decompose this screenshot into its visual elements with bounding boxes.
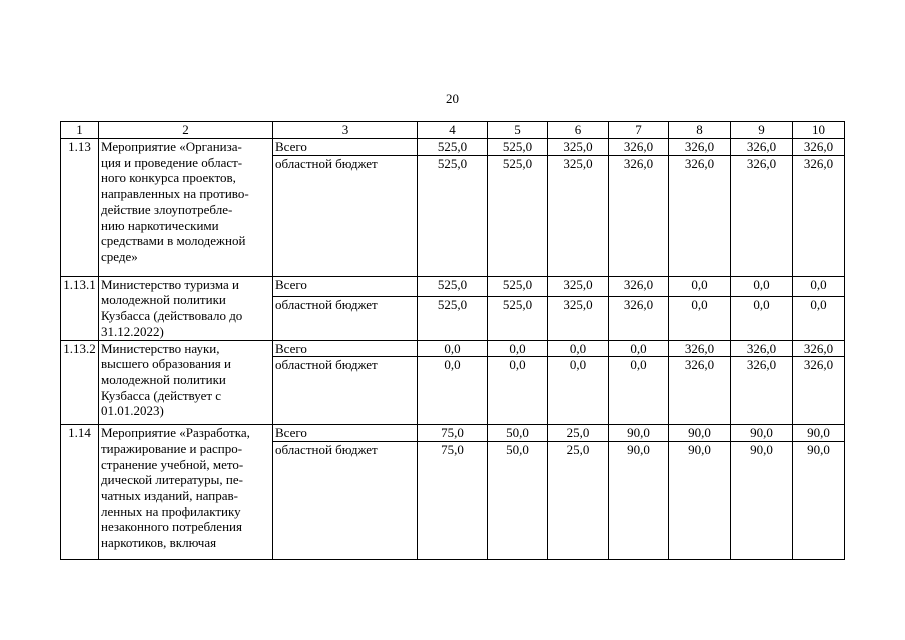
row-name <box>99 425 273 560</box>
row-name-line: Министерство науки, <box>101 340 220 356</box>
value-cell: 525,0 <box>418 276 488 296</box>
value-cell: 25,0 <box>548 425 609 442</box>
value-cell: 326,0 <box>609 139 669 156</box>
value-cell: 525,0 <box>418 139 488 156</box>
value-cell: 0,0 <box>609 357 669 425</box>
row-name-line: ция и проведение област- <box>101 154 243 170</box>
column-header: 2 <box>99 122 273 139</box>
value-cell: 25,0 <box>548 441 609 559</box>
value-cell: 90,0 <box>669 441 731 559</box>
row-name-line: наркотиков, включая <box>101 535 217 551</box>
row-name-line: действие злоупотребле- <box>101 201 233 217</box>
row-name-line: незаконного потребления <box>101 519 242 535</box>
row-name-line: ного конкурса проектов, <box>101 170 236 186</box>
value-cell: 0,0 <box>793 296 845 340</box>
row-name-line: ленных на профилактику <box>101 503 241 519</box>
value-cell: 325,0 <box>548 296 609 340</box>
value-cell: 325,0 <box>548 155 609 276</box>
row-code: 1.13.1 <box>61 276 99 340</box>
funding-label-regional: областной бюджет <box>273 357 418 425</box>
row-name <box>99 139 273 277</box>
funding-label-regional: областной бюджет <box>273 441 418 559</box>
row-name-line: дической литературы, пе- <box>101 472 243 488</box>
row-name <box>99 276 273 340</box>
value-cell: 0,0 <box>418 340 488 357</box>
value-cell: 326,0 <box>669 340 731 357</box>
value-cell: 325,0 <box>548 139 609 156</box>
value-cell: 0,0 <box>669 276 731 296</box>
value-cell: 0,0 <box>609 340 669 357</box>
value-cell: 326,0 <box>609 276 669 296</box>
row-name-line: тиражирование и распро- <box>101 440 243 456</box>
row-name-line: чатных изданий, направ- <box>101 488 238 504</box>
row-name-line: молодежной политики <box>101 371 226 387</box>
value-cell: 326,0 <box>731 139 793 156</box>
value-cell: 50,0 <box>488 425 548 442</box>
row-name-line: Кузбасса (действует с <box>101 387 222 403</box>
row-name-line: Кузбасса (действовало до <box>101 308 243 324</box>
column-header: 4 <box>418 122 488 139</box>
value-cell: 326,0 <box>669 139 731 156</box>
value-cell: 75,0 <box>418 425 488 442</box>
value-cell: 525,0 <box>488 276 548 296</box>
funding-label-total: Всего <box>273 340 418 357</box>
value-cell: 50,0 <box>488 441 548 559</box>
value-cell: 525,0 <box>418 155 488 276</box>
row-name-line: странение учебной, мето- <box>101 456 244 472</box>
column-header: 7 <box>609 122 669 139</box>
value-cell: 0,0 <box>793 276 845 296</box>
value-cell: 326,0 <box>609 155 669 276</box>
value-cell: 90,0 <box>669 425 731 442</box>
row-code: 1.14 <box>61 425 99 560</box>
column-header: 6 <box>548 122 609 139</box>
value-cell: 0,0 <box>418 357 488 425</box>
column-header: 8 <box>669 122 731 139</box>
row-name-line: среде» <box>101 248 138 264</box>
value-cell: 326,0 <box>793 340 845 357</box>
value-cell: 90,0 <box>609 425 669 442</box>
value-cell: 90,0 <box>793 441 845 559</box>
row-name-line: Мероприятие «Разработка, <box>101 425 250 441</box>
value-cell: 525,0 <box>488 155 548 276</box>
value-cell: 326,0 <box>793 155 845 276</box>
value-cell: 90,0 <box>793 425 845 442</box>
page-number: 20 <box>446 91 459 106</box>
value-cell: 326,0 <box>731 155 793 276</box>
row-name-line: 31.12.2022) <box>101 323 164 339</box>
value-cell: 0,0 <box>548 340 609 357</box>
row-name-line: нию наркотическими <box>101 217 219 233</box>
value-cell: 0,0 <box>731 296 793 340</box>
value-cell: 326,0 <box>609 296 669 340</box>
value-cell: 0,0 <box>488 357 548 425</box>
value-cell: 0,0 <box>731 276 793 296</box>
funding-label-total: Всего <box>273 425 418 442</box>
row-name-line: высшего образования и <box>101 356 231 372</box>
row-name-line: средствами в молодежной <box>101 233 246 249</box>
column-header: 1 <box>61 122 99 139</box>
value-cell: 0,0 <box>548 357 609 425</box>
table-row-total <box>61 425 845 442</box>
column-header: 10 <box>793 122 845 139</box>
value-cell: 75,0 <box>418 441 488 559</box>
table-header-row <box>61 122 845 139</box>
value-cell: 90,0 <box>731 441 793 559</box>
value-cell: 326,0 <box>669 357 731 425</box>
column-header: 3 <box>273 122 418 139</box>
row-code: 1.13.2 <box>61 340 99 425</box>
row-name <box>99 340 273 425</box>
value-cell: 525,0 <box>488 296 548 340</box>
budget-table <box>60 121 845 560</box>
value-cell: 326,0 <box>731 357 793 425</box>
value-cell: 0,0 <box>669 296 731 340</box>
funding-label-regional: областной бюджет <box>273 296 418 340</box>
value-cell: 326,0 <box>669 155 731 276</box>
column-header: 9 <box>731 122 793 139</box>
value-cell: 90,0 <box>731 425 793 442</box>
value-cell: 525,0 <box>488 139 548 156</box>
value-cell: 326,0 <box>731 340 793 357</box>
row-name-line: Мероприятие «Организа- <box>101 139 242 154</box>
value-cell: 326,0 <box>793 139 845 156</box>
funding-label-total: Всего <box>273 276 418 296</box>
value-cell: 90,0 <box>609 441 669 559</box>
column-header: 5 <box>488 122 548 139</box>
table-row-total <box>61 276 845 296</box>
funding-label-total: Всего <box>273 139 418 156</box>
row-code: 1.13 <box>61 139 99 277</box>
row-name-line: Министерство туризма и <box>101 276 239 292</box>
value-cell: 325,0 <box>548 276 609 296</box>
value-cell: 326,0 <box>793 357 845 425</box>
table-row-total <box>61 139 845 156</box>
row-name-line: 01.01.2023) <box>101 403 164 419</box>
row-name-line: направленных на противо- <box>101 186 249 202</box>
funding-label-regional: областной бюджет <box>273 155 418 276</box>
value-cell: 525,0 <box>418 296 488 340</box>
row-name-line: молодежной политики <box>101 292 226 308</box>
table-row-total <box>61 340 845 357</box>
value-cell: 0,0 <box>488 340 548 357</box>
